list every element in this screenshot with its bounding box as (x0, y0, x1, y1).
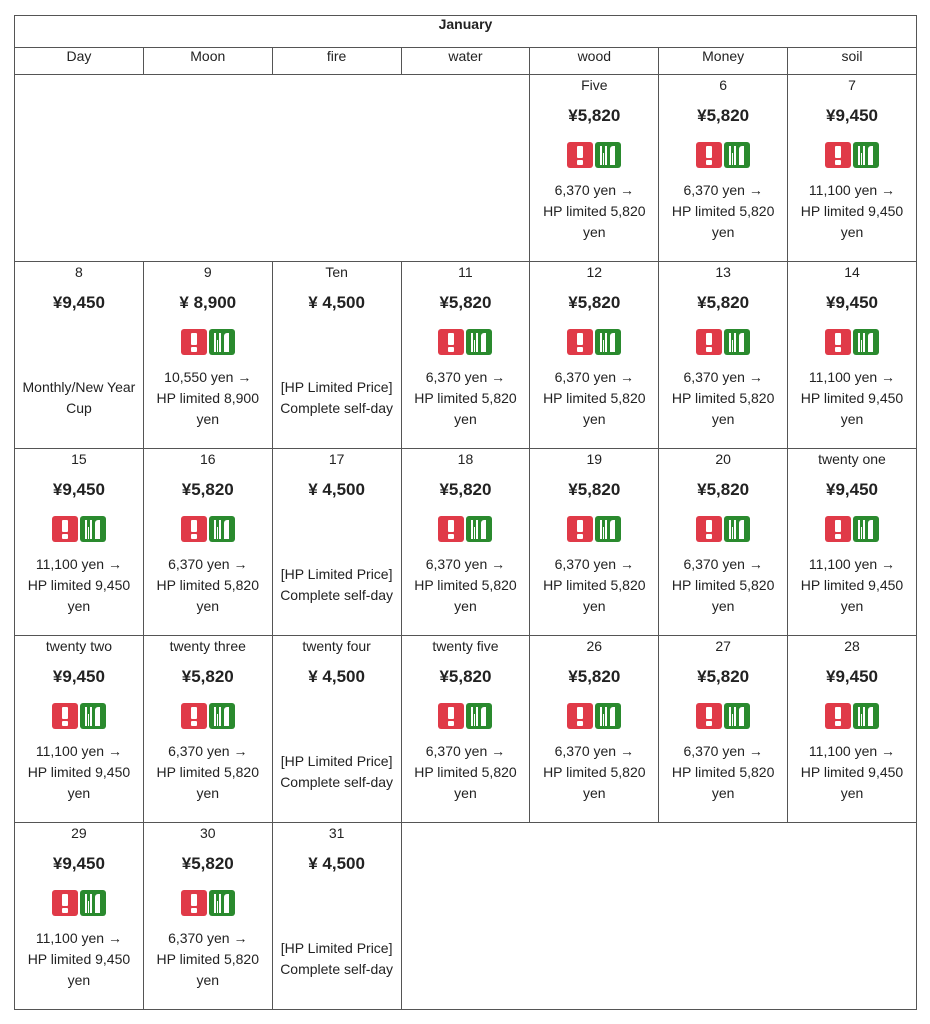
day-note-line: yen (196, 411, 220, 427)
day-note (670, 741, 776, 804)
day-cell (530, 636, 659, 823)
icon-group (438, 329, 492, 357)
restaurant-icon (724, 142, 750, 168)
alert-icon (567, 329, 593, 355)
day-cell (659, 262, 788, 449)
day-number: 11 (458, 264, 473, 280)
day-price: ¥9,450 (52, 480, 105, 499)
icon-group (181, 703, 235, 731)
day-cell (401, 262, 530, 449)
day-note-line: 6,370 yen → (683, 556, 763, 572)
day-cell (272, 823, 401, 1010)
restaurant-icon (724, 516, 750, 542)
day-note-line: HP limited 5,820 (543, 203, 646, 219)
icon-group (181, 329, 235, 357)
day-number: 8 (75, 264, 83, 280)
day-note-line: HP limited 9,450 (27, 951, 131, 967)
restaurant-icon (724, 329, 750, 355)
icon-group (825, 329, 879, 357)
day-price: ¥5,820 (568, 293, 621, 312)
day-note-line: 6,370 yen → (168, 743, 248, 759)
day-note-line: 11,100 yen → (808, 182, 896, 198)
day-number: 7 (848, 77, 856, 93)
alert-icon (181, 516, 207, 542)
restaurant-icon (853, 703, 879, 729)
day-number: 27 (715, 638, 731, 654)
restaurant-icon (80, 890, 106, 916)
day-price: ¥9,450 (52, 667, 105, 686)
restaurant-icon (595, 703, 621, 729)
day-note-line: 6,370 yen → (425, 556, 506, 572)
day-note-line: HP limited 5,820 (671, 764, 775, 780)
day-note-line: HP limited 9,450 (800, 764, 904, 780)
restaurant-icon (595, 516, 621, 542)
week-row (15, 449, 917, 636)
alert-icon (52, 890, 78, 916)
day-number: 9 (203, 264, 212, 280)
weekday-header: fire (272, 48, 401, 75)
day-cell (788, 262, 917, 449)
day-note (541, 741, 647, 804)
day-note-line: yen (840, 224, 864, 240)
day-price: ¥ 4,500 (308, 667, 365, 686)
icon-group (567, 329, 621, 357)
day-price: ¥9,450 (825, 106, 878, 125)
day-note-line: Complete self-day (280, 774, 394, 790)
day-price: ¥5,820 (568, 480, 621, 499)
day-note (799, 554, 905, 617)
day-note-line: 6,370 yen → (425, 743, 506, 759)
day-note (412, 554, 518, 617)
day-number: 13 (715, 264, 731, 280)
icon-group (696, 516, 750, 544)
day-note (799, 741, 905, 804)
day-note-line: yen (840, 411, 864, 427)
day-note-line: [HP Limited Price] (280, 753, 393, 769)
day-price: ¥ 8,900 (179, 293, 237, 312)
alert-icon (696, 516, 722, 542)
restaurant-icon (853, 516, 879, 542)
day-note (412, 367, 518, 430)
weekday-header: soil (788, 48, 917, 75)
restaurant-icon (595, 142, 621, 168)
day-note (541, 367, 647, 430)
alert-icon (181, 703, 207, 729)
day-cell (659, 449, 788, 636)
day-note (155, 928, 261, 991)
day-note-line: HP limited 9,450 (27, 764, 131, 780)
day-number: Five (581, 77, 608, 93)
day-note (799, 180, 905, 243)
day-cell (788, 75, 917, 262)
day-cell (143, 449, 272, 636)
day-cell (788, 636, 917, 823)
day-price: ¥9,450 (825, 480, 878, 499)
day-cell (143, 823, 272, 1010)
day-note-line: HP limited 5,820 (414, 390, 517, 406)
alert-icon (438, 329, 464, 355)
weekday-header: Moon (143, 48, 272, 75)
day-note-line: 6,370 yen → (683, 182, 763, 198)
day-note-line: yen (454, 785, 477, 801)
day-price: ¥9,450 (825, 667, 878, 686)
icon-group (181, 516, 235, 544)
day-note (278, 751, 395, 793)
day-number: twenty three (169, 638, 246, 654)
restaurant-icon (209, 703, 235, 729)
weekday-header-row (15, 48, 917, 75)
day-number: twenty five (432, 638, 499, 654)
restaurant-icon (466, 329, 492, 355)
day-cell (15, 823, 144, 1010)
icon-group (438, 703, 492, 731)
day-number: 31 (328, 825, 345, 841)
day-note-line: 6,370 yen → (554, 182, 634, 198)
day-price: ¥5,820 (697, 667, 750, 686)
day-price: ¥5,820 (439, 480, 492, 499)
day-number: 29 (71, 825, 87, 841)
day-number: 6 (719, 77, 728, 93)
day-note (670, 367, 776, 430)
weekday-header: Money (659, 48, 788, 75)
day-cell (272, 262, 401, 449)
restaurant-icon (595, 329, 621, 355)
day-price: ¥9,450 (825, 293, 878, 312)
day-note-line: yen (583, 224, 606, 240)
day-note-line: 6,370 yen → (425, 369, 506, 385)
day-note (541, 554, 647, 617)
restaurant-icon (724, 703, 750, 729)
day-note-line: yen (711, 785, 735, 801)
icon-group (567, 516, 621, 544)
icon-group (181, 890, 235, 918)
day-price: ¥5,820 (568, 106, 621, 125)
day-note (670, 554, 776, 617)
day-note-line: 11,100 yen → (35, 743, 122, 759)
icon-group (52, 703, 106, 731)
day-note (155, 554, 261, 617)
day-cell (15, 636, 144, 823)
day-cell (530, 262, 659, 449)
icon-group (567, 142, 621, 170)
day-cell (530, 449, 659, 636)
alert-icon (52, 516, 78, 542)
day-note-line: yen (840, 598, 864, 614)
day-note (412, 741, 518, 804)
day-note-line: 6,370 yen → (554, 556, 634, 572)
icon-group (825, 516, 879, 544)
day-number: 18 (457, 451, 474, 467)
empty-cell (401, 823, 916, 1010)
day-number: 19 (586, 451, 603, 467)
day-note-line: 6,370 yen → (683, 743, 763, 759)
day-price: ¥5,820 (697, 480, 750, 499)
icon-group (696, 703, 750, 731)
restaurant-icon (80, 516, 106, 542)
week-row (15, 636, 917, 823)
day-note-line: HP limited 5,820 (543, 390, 646, 406)
day-note (155, 367, 261, 430)
alert-icon (825, 329, 851, 355)
day-note (26, 741, 132, 804)
icon-group (52, 890, 106, 918)
day-number: twenty four (302, 638, 371, 654)
day-note-line: yen (454, 598, 477, 614)
day-note-line: yen (583, 598, 606, 614)
day-note-line: 6,370 yen → (168, 556, 248, 572)
day-note-line: HP limited 5,820 (543, 764, 646, 780)
day-note-line: [HP Limited Price] (280, 940, 393, 956)
day-price: ¥9,450 (52, 854, 105, 873)
day-note-line: 6,370 yen → (554, 743, 634, 759)
day-note-line: Cup (66, 400, 92, 416)
restaurant-icon (466, 516, 492, 542)
day-cell (401, 449, 530, 636)
day-note (26, 554, 132, 617)
day-note (799, 367, 905, 430)
day-note-line: 11,100 yen → (35, 930, 122, 946)
day-note-line: HP limited 5,820 (414, 764, 517, 780)
day-note-line: yen (67, 598, 91, 614)
day-number: 12 (586, 264, 603, 280)
day-number: twenty one (818, 451, 886, 467)
day-number: 20 (715, 451, 731, 467)
day-note (278, 938, 395, 980)
day-note-line: HP limited 8,900 (156, 390, 259, 406)
empty-cell (15, 75, 530, 262)
day-note (278, 564, 395, 606)
week-row (15, 262, 917, 449)
day-cell (272, 449, 401, 636)
day-number: 17 (328, 451, 345, 467)
day-price: ¥5,820 (181, 480, 234, 499)
restaurant-icon (209, 890, 235, 916)
day-note-line: HP limited 9,450 (800, 390, 904, 406)
day-cell (143, 636, 272, 823)
calendar-table (14, 15, 917, 1010)
restaurant-icon (209, 329, 235, 355)
day-note-line: yen (583, 785, 606, 801)
restaurant-icon (209, 516, 235, 542)
day-number: 26 (586, 638, 603, 654)
day-cell (788, 449, 917, 636)
alert-icon (438, 703, 464, 729)
alert-icon (52, 703, 78, 729)
calendar-body (15, 75, 917, 1010)
icon-group (825, 703, 879, 731)
icon-group (825, 142, 879, 170)
day-note-line: 6,370 yen → (554, 369, 634, 385)
weekday-header: Day (15, 48, 144, 75)
day-price: ¥5,820 (568, 667, 621, 686)
day-note-line: Complete self-day (280, 961, 394, 977)
icon-group (438, 516, 492, 544)
day-note-line: yen (196, 598, 220, 614)
day-note-line: 11,100 yen → (808, 743, 896, 759)
day-cell (659, 636, 788, 823)
alert-icon (696, 703, 722, 729)
day-cell (272, 636, 401, 823)
day-price: ¥5,820 (181, 854, 234, 873)
day-price: ¥5,820 (439, 293, 492, 312)
alert-icon (181, 329, 207, 355)
alert-icon (567, 703, 593, 729)
weekday-header: wood (530, 48, 659, 75)
day-note-line: yen (840, 785, 864, 801)
day-price: ¥ 4,500 (308, 480, 365, 499)
day-note-line: 11,100 yen → (808, 556, 896, 572)
restaurant-icon (466, 703, 492, 729)
day-cell (15, 449, 144, 636)
icon-group (52, 516, 106, 544)
day-number: twenty two (45, 638, 112, 654)
day-note-line: 11,100 yen → (35, 556, 122, 572)
day-cell (401, 636, 530, 823)
week-row (15, 75, 917, 262)
day-note-line: HP limited 5,820 (671, 577, 775, 593)
day-cell (530, 75, 659, 262)
day-note-line: HP limited 5,820 (156, 577, 259, 593)
day-note-line: yen (454, 411, 477, 427)
icon-group (696, 329, 750, 357)
day-note-line: HP limited 9,450 (27, 577, 131, 593)
day-price: ¥5,820 (181, 667, 234, 686)
day-note (278, 377, 395, 419)
day-note-line: HP limited 5,820 (414, 577, 517, 593)
day-number: 15 (71, 451, 87, 467)
alert-icon (438, 516, 464, 542)
day-note-line: yen (711, 598, 735, 614)
day-number: 14 (844, 264, 860, 280)
restaurant-icon (80, 703, 106, 729)
alert-icon (825, 142, 851, 168)
day-price: ¥5,820 (697, 106, 750, 125)
day-price: ¥5,820 (439, 667, 492, 686)
day-note-line: HP limited 9,450 (800, 203, 904, 219)
day-price: ¥9,450 (52, 293, 105, 312)
day-note (21, 377, 138, 419)
icon-group (567, 703, 621, 731)
day-note-line: yen (711, 411, 735, 427)
alert-icon (567, 516, 593, 542)
day-note-line: yen (67, 785, 91, 801)
day-note-line: Complete self-day (280, 587, 394, 603)
day-note-line: Complete self-day (280, 400, 394, 416)
icon-group (696, 142, 750, 170)
alert-icon (696, 329, 722, 355)
day-note-line: 10,550 yen → (164, 369, 252, 385)
day-note-line: 6,370 yen → (168, 930, 248, 946)
day-note-line: 6,370 yen → (683, 369, 763, 385)
restaurant-icon (853, 329, 879, 355)
alert-icon (825, 516, 851, 542)
day-price: ¥ 4,500 (308, 293, 365, 312)
day-note (541, 180, 647, 243)
day-note-line: yen (196, 785, 220, 801)
day-note-line: HP limited 5,820 (543, 577, 646, 593)
day-cell (143, 262, 272, 449)
day-note-line: Monthly/New Year (22, 379, 136, 395)
day-note (26, 928, 132, 991)
day-number: 30 (199, 825, 216, 841)
day-note-line: yen (67, 972, 91, 988)
day-note-line: yen (196, 972, 220, 988)
day-price: ¥5,820 (697, 293, 750, 312)
day-note-line: yen (583, 411, 606, 427)
day-note-line: HP limited 5,820 (156, 951, 259, 967)
day-note-line: HP limited 9,450 (800, 577, 904, 593)
alert-icon (825, 703, 851, 729)
day-cell (659, 75, 788, 262)
day-note-line: yen (711, 224, 735, 240)
day-number: Ten (325, 264, 348, 280)
day-note (670, 180, 776, 243)
alert-icon (181, 890, 207, 916)
day-note-line: HP limited 5,820 (671, 390, 775, 406)
day-note-line: HP limited 5,820 (156, 764, 259, 780)
day-note-line: HP limited 5,820 (671, 203, 775, 219)
day-note-line: [HP Limited Price] (280, 379, 393, 395)
day-cell (15, 262, 144, 449)
day-note-line: [HP Limited Price] (280, 566, 393, 582)
month-title: January (15, 16, 917, 48)
day-number: 28 (844, 638, 860, 654)
restaurant-icon (853, 142, 879, 168)
day-note-line: 11,100 yen → (808, 369, 896, 385)
alert-icon (567, 142, 593, 168)
day-price: ¥ 4,500 (308, 854, 365, 873)
alert-icon (696, 142, 722, 168)
week-row (15, 823, 917, 1010)
day-note (155, 741, 261, 804)
weekday-header: water (401, 48, 530, 75)
day-number: 16 (199, 451, 216, 467)
